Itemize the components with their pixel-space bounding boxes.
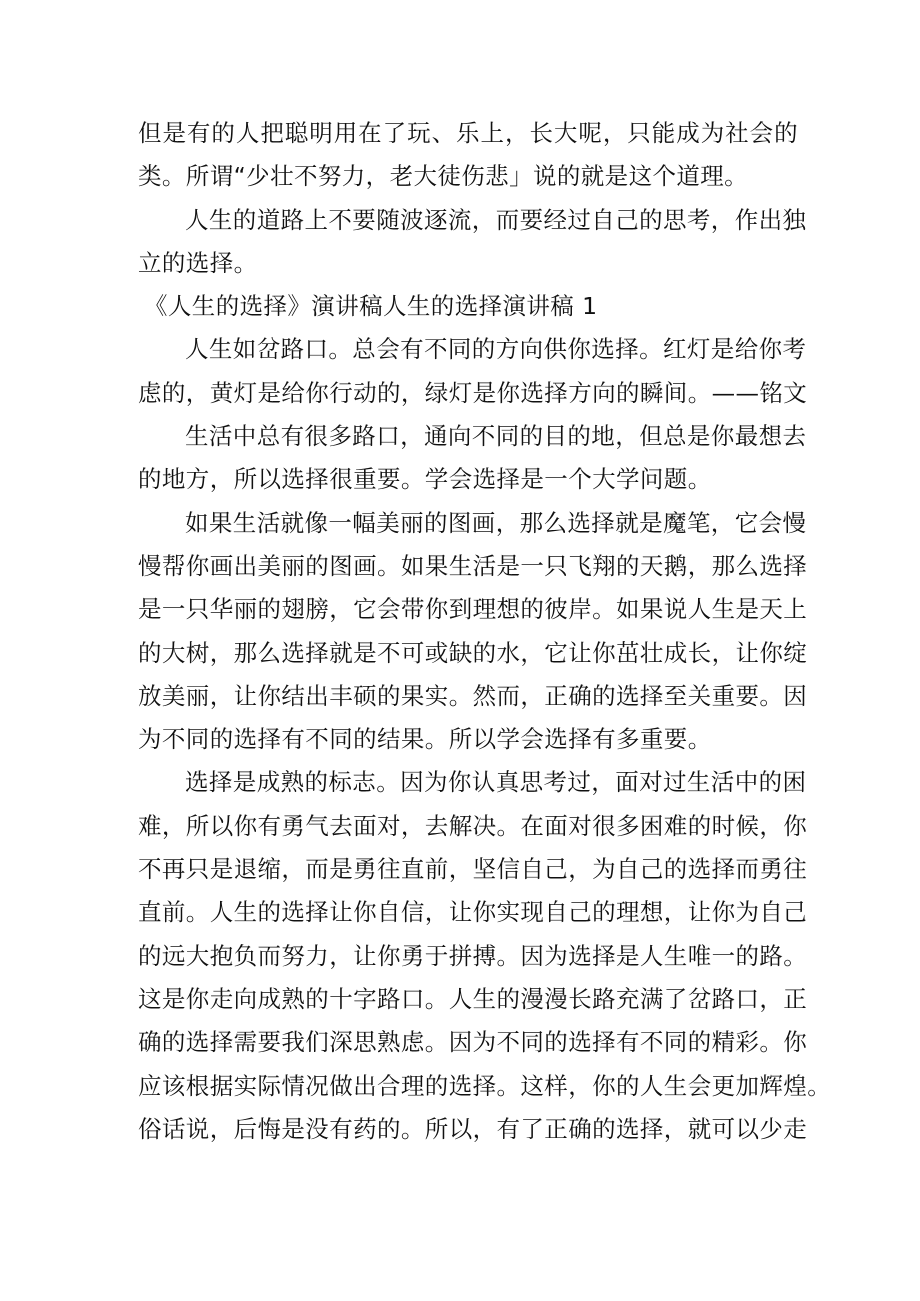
- text-line: 直前。人生的选择让你自信，让你实现自己的理想，让你为自己: [138, 898, 808, 927]
- paragraph-first-line: 选择是成熟的标志。因为你认真思考过，面对过生活中的困: [185, 768, 807, 797]
- section-heading: 《人生的选择》演讲稿人生的选择演讲稿 1: [144, 292, 598, 321]
- text-line: 是一只华丽的翅膀，它会带你到理想的彼岸。如果说人生是天上: [138, 595, 808, 624]
- document-body: [138, 112, 832, 1151]
- text-line: 不再只是退缩，而是勇往直前，坚信自己，为自己的选择而勇往: [138, 855, 808, 884]
- text-line: 放美丽，让你结出丰硕的果实。然而，正确的选择至关重要。因: [138, 681, 808, 710]
- text-line: 的大树，那么选择就是不可或缺的水，它让你茁壮成长，让你绽: [138, 638, 808, 667]
- text-line: 确的选择需要我们深思熟虑。因为不同的选择有不同的精彩。你: [138, 1028, 808, 1057]
- text-line: 这是你走向成熟的十字路口。人生的漫漫长路充满了岔路口，正: [138, 984, 808, 1013]
- text-line: 俗话说，后悔是没有药的。所以，有了正确的选择，就可以少走: [138, 1114, 808, 1143]
- paragraph-first-line: 如果生活就像一幅美丽的图画，那么选择就是魔笔，它会慢: [185, 508, 807, 537]
- text-line: 类。所谓“少壮不努力，老大徒伤悲」说的就是这个道理。: [138, 162, 749, 191]
- paragraph-first-line: 人生的道路上不要随波逐流，而要经过自己的思考，作出独: [185, 205, 807, 234]
- text-line: 但是有的人把聪明用在了玩、乐上，长大呢，只能成为社会的: [138, 119, 798, 147]
- text-line: 难，所以你有勇气去面对，去解决。在面对很多困难的时候，你: [138, 811, 808, 840]
- text-line: 立的选择。: [138, 248, 258, 277]
- text-line: 慢帮你画出美丽的图画。如果生活是一只飞翔的天鹅，那么选择: [138, 551, 808, 580]
- text-line: 为不同的选择有不同的结果。所以学会选择有多重要。: [138, 725, 712, 754]
- text-line: 的远大抱负而努力，让你勇于拼搏。因为选择是人生唯一的路。: [138, 941, 808, 970]
- paragraph-first-line: 生活中总有很多路口，通向不同的目的地，但总是你最想去: [185, 422, 807, 451]
- text-line: 应该根据实际情况做出合理的选择。这样，你的人生会更加辉煌。: [138, 1071, 832, 1100]
- paragraph-first-line: 人生如岔路口。总会有不同的方向供你选择。红灯是给你考: [185, 335, 807, 364]
- text-line: 的地方，所以选择很重要。学会选择是一个大学问题。: [138, 465, 712, 494]
- text-line: 虑的，黄灯是给你行动的，绿灯是你选择方向的瞬间。——铭文: [138, 378, 808, 407]
